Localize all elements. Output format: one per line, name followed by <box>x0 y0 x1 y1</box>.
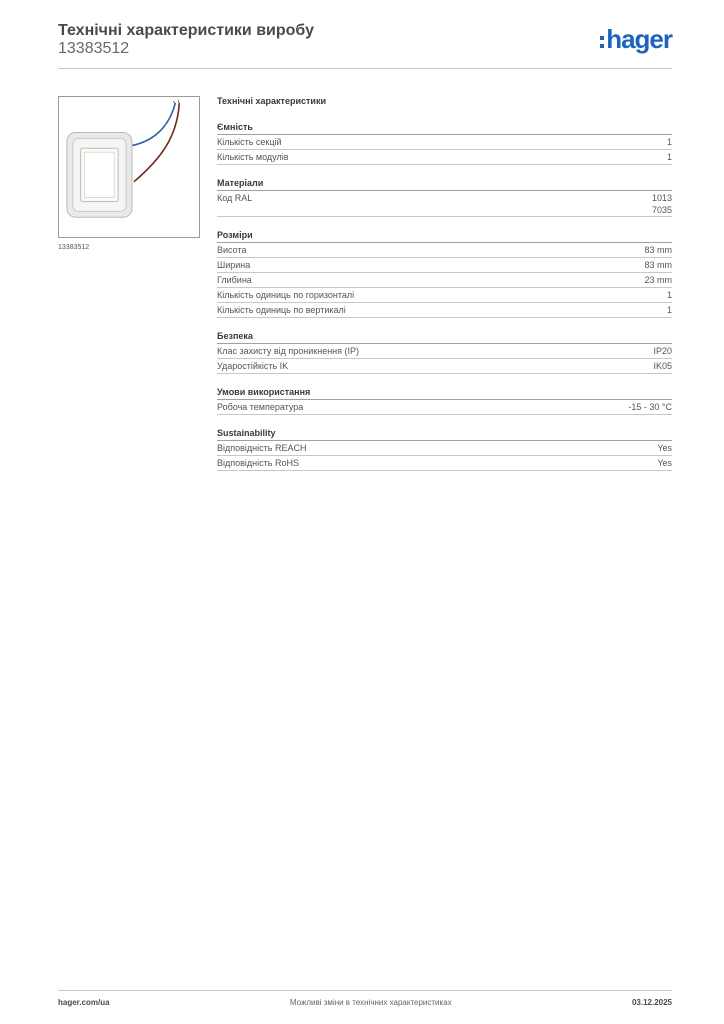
spec-label: Кількість секцій <box>217 137 282 147</box>
spec-value-line: 1 <box>666 290 672 300</box>
spec-value-line: 1 <box>666 305 672 315</box>
spec-label: Висота <box>217 245 247 255</box>
spec-row <box>217 303 672 318</box>
spec-value <box>667 151 672 164</box>
spec-value-line: IP20 <box>653 346 672 356</box>
spec-section <box>217 329 672 374</box>
section-title: Матеріали <box>217 176 672 191</box>
specs-heading: Технічні характеристики <box>217 96 326 106</box>
footer-divider <box>58 990 672 991</box>
spec-row <box>217 441 672 456</box>
section-title: Sustainability <box>217 426 672 441</box>
spec-value-line: 83 mm <box>644 260 672 270</box>
spec-row <box>217 243 672 258</box>
spec-label: Відповідність REACH <box>217 443 307 453</box>
spec-value <box>667 289 672 302</box>
section-title: Розміри <box>217 228 672 243</box>
spec-value-line: 1 <box>666 137 672 147</box>
spec-value <box>644 244 672 257</box>
spec-value <box>667 136 672 149</box>
specifications-panel <box>217 94 672 482</box>
spec-value <box>653 345 672 358</box>
spec-value <box>657 442 672 455</box>
spec-value <box>652 192 672 216</box>
page-title: Технічні характеристики виробу <box>58 22 314 39</box>
spec-section <box>217 176 672 217</box>
spec-section <box>217 426 672 471</box>
spec-label: Кількість модулів <box>217 152 289 162</box>
spec-value <box>657 457 672 470</box>
spec-value-line: IK05 <box>653 361 672 371</box>
product-code: 13383512 <box>58 40 130 57</box>
spec-value-line: 83 mm <box>644 245 672 255</box>
spec-row <box>217 273 672 288</box>
spec-label: Ударостійкість IK <box>217 361 289 371</box>
spec-section <box>217 228 672 318</box>
spec-value <box>644 274 672 287</box>
logo-text: hager <box>606 24 672 54</box>
footer-date: 03.12.2025 <box>631 998 672 1007</box>
image-caption: 13383512 <box>58 244 90 251</box>
spec-row <box>217 135 672 150</box>
spec-label: Глибина <box>217 275 252 285</box>
spec-label: Відповідність RoHS <box>217 458 299 468</box>
spec-label: Кількість одиниць по горизонталі <box>217 290 355 300</box>
spec-row <box>217 456 672 471</box>
spec-value-line: Yes <box>657 443 672 453</box>
spec-row <box>217 359 672 374</box>
section-title: Ємність <box>217 120 672 135</box>
page-footer <box>58 998 672 1007</box>
spec-row <box>217 150 672 165</box>
product-image <box>58 96 200 238</box>
section-title: Умови використання <box>217 385 672 400</box>
spec-value-line: 7035 <box>651 205 672 215</box>
hager-logo <box>600 26 672 52</box>
page-header <box>58 22 672 68</box>
spec-row <box>217 344 672 359</box>
spec-value-line: 23 mm <box>644 275 672 285</box>
spec-value-line: 1 <box>666 152 672 162</box>
spec-row <box>217 191 672 217</box>
spec-label: Робоча температура <box>217 402 304 412</box>
spec-value-line: Yes <box>657 458 672 468</box>
spec-label: Клас захисту від проникнення (IP) <box>217 346 360 356</box>
footer-note: Можливі зміни в технічних характеристиках <box>289 998 452 1007</box>
spec-row <box>217 288 672 303</box>
spec-section <box>217 385 672 415</box>
spec-value <box>644 259 672 272</box>
spec-row <box>217 258 672 273</box>
spec-row <box>217 400 672 415</box>
footer-website[interactable]: hager.com/ua <box>58 998 110 1007</box>
section-title: Безпека <box>217 329 672 344</box>
product-frame-illustration <box>59 97 199 237</box>
spec-value-line: 1013 <box>651 193 672 203</box>
spec-value <box>628 401 672 414</box>
spec-section <box>217 120 672 165</box>
spec-label: Кількість одиниць по вертикалі <box>217 305 346 315</box>
spec-value-line: -15 - 30 °C <box>628 402 672 412</box>
spec-label: Ширина <box>217 260 251 270</box>
spec-value <box>653 360 672 373</box>
header-divider <box>58 68 672 69</box>
spec-value <box>667 304 672 317</box>
spec-label: Код RAL <box>217 193 253 203</box>
logo-dots-icon <box>600 36 604 48</box>
